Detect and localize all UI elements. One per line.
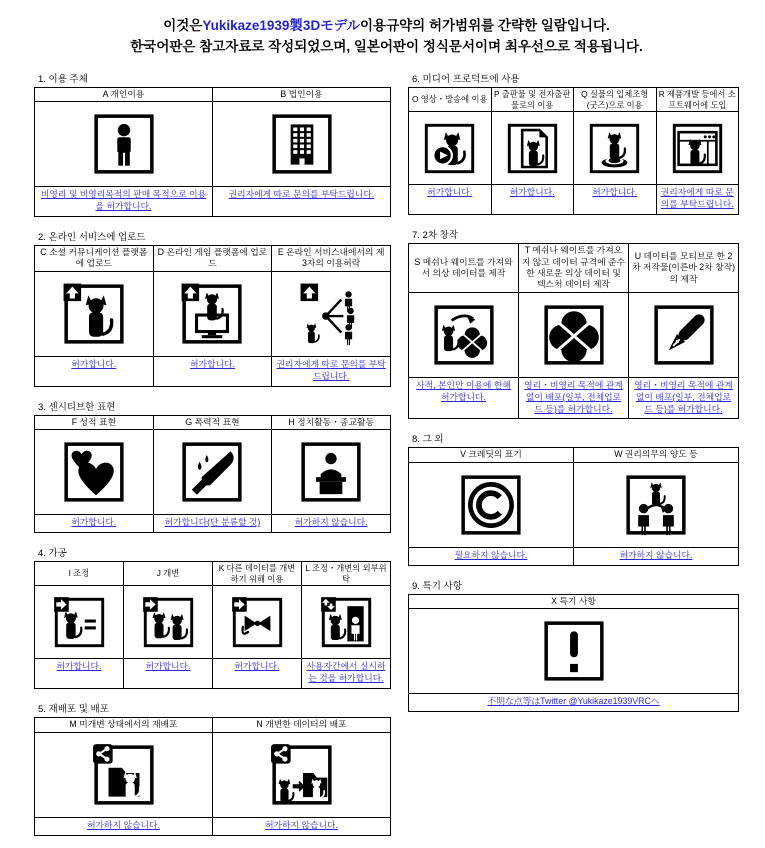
section-title: 8. 그 외 — [412, 434, 444, 446]
section-title: 9. 특기 사항 — [412, 580, 462, 592]
section-title: 6. 미디어 프로덕트에 사용 — [412, 73, 520, 85]
item-icon-cell-n — [213, 732, 391, 817]
item-header-d: D 온라인 게임 플랫폼에 업로드 — [153, 246, 272, 272]
knife-icon — [179, 463, 245, 480]
item-result-u: 영리・비영리 목적에 관계없이 배포(일부, 전체업로드 등)를 허가합니다. — [629, 377, 739, 419]
item-icon-cell-c — [35, 271, 154, 356]
software-window-icon — [670, 140, 725, 157]
item-icon-cell-s — [409, 292, 519, 377]
item-icon-cell-o — [409, 112, 492, 185]
exclamation-icon — [541, 642, 607, 659]
item-result-m: 허가하지 않습니다. — [35, 817, 213, 835]
item-result-b: 권리자에게 따로 문의를 부탁드립니다. — [213, 187, 391, 217]
item-icon-cell-p — [491, 112, 574, 185]
section-7 — [408, 227, 739, 419]
item-icon-cell-f — [35, 430, 154, 515]
model-name-highlight: Yukikaze1939製3Dモデル — [202, 18, 361, 33]
item-header-g: G 폭력적 표현 — [153, 415, 272, 429]
copyright-icon — [458, 496, 524, 513]
podium-icon — [298, 463, 364, 480]
item-header-a: A 개인이용 — [35, 87, 213, 101]
item-header-i: I 조정 — [35, 561, 124, 586]
item-header-l: L 조정・개변의 외부위탁 — [302, 561, 391, 586]
item-icon-cell-w — [574, 462, 739, 547]
permission-table — [34, 245, 391, 387]
costume-from-mesh-icon — [431, 326, 497, 343]
item-result-i: 허가합니다. — [35, 659, 124, 689]
item-result-s: 사적, 본인만 이용에 한해 허가합니다. — [409, 377, 519, 419]
upload-share-icon — [298, 305, 364, 322]
item-icon-cell-d — [153, 271, 272, 356]
header-line1-suffix: 이용규약의 허가범위를 간략한 일람입니다. — [360, 18, 610, 33]
item-icon-cell-g — [153, 430, 272, 515]
figurine-icon — [587, 140, 642, 157]
section-title: 3. 센시티브한 표현 — [38, 401, 116, 413]
permission-table — [408, 447, 739, 565]
item-result-r: 권리자에게 따로 문의를 부탁드립니다. — [656, 185, 739, 215]
section-4 — [34, 545, 391, 689]
permission-table — [34, 87, 391, 217]
hearts-icon — [61, 463, 127, 480]
item-header-u: U 데이터를 모티브로 한 2차 저작물(이른바 2차 창작)의 제작 — [629, 244, 739, 293]
person-icon — [91, 136, 157, 153]
item-result-c: 허가합니다. — [35, 356, 154, 386]
item-icon-cell-a — [35, 102, 213, 187]
item-icon-cell-j — [124, 586, 213, 659]
item-result-t: 영리・비영리 목적에 관계없이 배포(일부, 전체업로드 등)를 허가합니다. — [519, 377, 629, 419]
item-header-n: N 개변한 데이터의 배포 — [213, 718, 391, 732]
item-result-k: 허가합니다. — [213, 659, 302, 689]
item-icon-cell-r — [656, 112, 739, 185]
item-header-s: S 메쉬나 웨이트를 가져와서 의상 데이터를 제작 — [409, 244, 519, 293]
adjust-cat-icon — [52, 614, 107, 631]
left-column — [34, 71, 391, 848]
item-header-j: J 개변 — [124, 561, 213, 586]
item-result-j: 허가합니다. — [124, 659, 213, 689]
section-title: 7. 2차 창작 — [412, 230, 459, 242]
section-9 — [408, 578, 739, 712]
item-result-n: 허가하지 않습니다. — [213, 817, 391, 835]
item-icon-cell-m — [35, 732, 213, 817]
video-play-cat-icon — [422, 140, 477, 157]
permission-table — [408, 87, 739, 215]
outsource-door-icon — [319, 614, 374, 631]
item-result-v: 필요하지 않습니다. — [409, 547, 574, 565]
item-result-p: 허가합니다. — [491, 185, 574, 215]
right-column — [408, 71, 739, 724]
upload-game-icon — [179, 305, 245, 322]
item-icon-cell-v — [409, 462, 574, 547]
item-icon-cell-h — [272, 430, 391, 515]
columns-wrapper — [34, 71, 739, 848]
item-header-h: H 정치활동・종교활동 — [272, 415, 391, 429]
header-line1-prefix: 이것은 — [163, 18, 203, 33]
item-header-e: E 온라인 서비스내에서의 제 3자의 이용허락 — [272, 246, 391, 272]
costume-new-icon — [541, 326, 607, 343]
item-header-r: R 제품개발 등에서 소프트웨어에 도입 — [656, 87, 739, 112]
page-header — [34, 16, 739, 58]
section-title: 5. 재배포 및 배포 — [38, 704, 109, 716]
building-icon — [269, 136, 335, 153]
item-icon-cell-x — [409, 609, 739, 694]
permission-table — [34, 717, 391, 835]
item-result-w: 허가하지 않습니다. — [574, 547, 739, 565]
item-icon-cell-k — [213, 586, 302, 659]
item-result-o: 허가합니다. — [409, 185, 492, 215]
item-result-l: 사용자간에서 실시하는 것을 허가합니다. — [302, 659, 391, 689]
item-result-e: 권리자에게 따로 문의를 부탁드립니다. — [272, 356, 391, 386]
section-8 — [408, 431, 739, 565]
share-folder-icon — [91, 766, 157, 783]
item-icon-cell-l — [302, 586, 391, 659]
item-icon-cell-i — [35, 586, 124, 659]
section-title: 4. 가공 — [38, 547, 67, 559]
item-icon-cell-u — [629, 292, 739, 377]
item-header-t: T 메쉬나 웨이트를 가져오지 않고 데이터 규격에 준수한 새로운 의상 데이터 및 텍스처 데이터 제작 — [519, 244, 629, 293]
item-header-v: V 크레딧의 표기 — [409, 448, 574, 462]
header-line-2: 한국어판은 참고자료로 작성되었으며, 일본어판이 정식문서이며 최우선으로 적용됩니다. — [130, 38, 643, 54]
section-5 — [34, 701, 391, 835]
item-header-p: P 출판물 및 전자출판물로의 이용 — [491, 87, 574, 112]
permission-table — [34, 415, 391, 533]
item-header-o: O 영상・방송에 이용 — [409, 87, 492, 112]
permission-table — [408, 243, 739, 419]
section-3 — [34, 399, 391, 533]
upload-cat-icon — [61, 305, 127, 322]
item-icon-cell-q — [574, 112, 657, 185]
item-header-c: C 소셜 커뮤니케이션 플랫폼에 업로드 — [35, 246, 154, 272]
publication-page-icon — [505, 140, 560, 157]
item-result-h: 허가하지 않습니다. — [272, 515, 391, 533]
item-result-g: 허가합니다(단 분류할 것) — [153, 515, 272, 533]
item-header-w: W 권리의무의 양도 등 — [574, 448, 739, 462]
item-icon-cell-b — [213, 102, 391, 187]
item-result-a: 비영리 및 비영리목적의 판매 목적으로 이용을 허가합니다. — [35, 187, 213, 217]
item-header-x: X 특기 사항 — [409, 594, 739, 608]
item-header-f: F 성적 표현 — [35, 415, 154, 429]
section-6 — [408, 71, 739, 215]
section-1 — [34, 71, 391, 217]
share-modified-folder-icon — [269, 766, 335, 783]
section-title: 1. 이용 주체 — [38, 73, 88, 85]
modify-cats-icon — [141, 614, 196, 631]
item-header-m: M 미개변 상태에서의 재배포 — [35, 718, 213, 732]
permission-table — [408, 594, 739, 712]
item-result-f: 허가합니다. — [35, 515, 154, 533]
permission-table — [34, 561, 391, 689]
rights-transfer-icon — [623, 496, 689, 513]
item-header-q: Q 실물의 입체조형(굿즈)으로 이용 — [574, 87, 657, 112]
section-2 — [34, 229, 391, 387]
item-result-d: 허가합니다. — [153, 356, 272, 386]
item-header-k: K 다른 데이터를 개변하기 위해 이용 — [213, 561, 302, 586]
item-result-q: 허가합니다. — [574, 185, 657, 215]
item-header-b: B 법인이용 — [213, 87, 391, 101]
item-result-x: 不明な点等はTwitter @Yukikaze1939VRCへ — [409, 694, 739, 712]
pen-icon — [651, 326, 717, 343]
section-title: 2. 온라인 서비스에 업로드 — [38, 232, 146, 244]
item-icon-cell-t — [519, 292, 629, 377]
item-icon-cell-e — [272, 271, 391, 356]
arrow-bow-icon — [230, 614, 285, 631]
header-line-1 — [34, 16, 739, 37]
